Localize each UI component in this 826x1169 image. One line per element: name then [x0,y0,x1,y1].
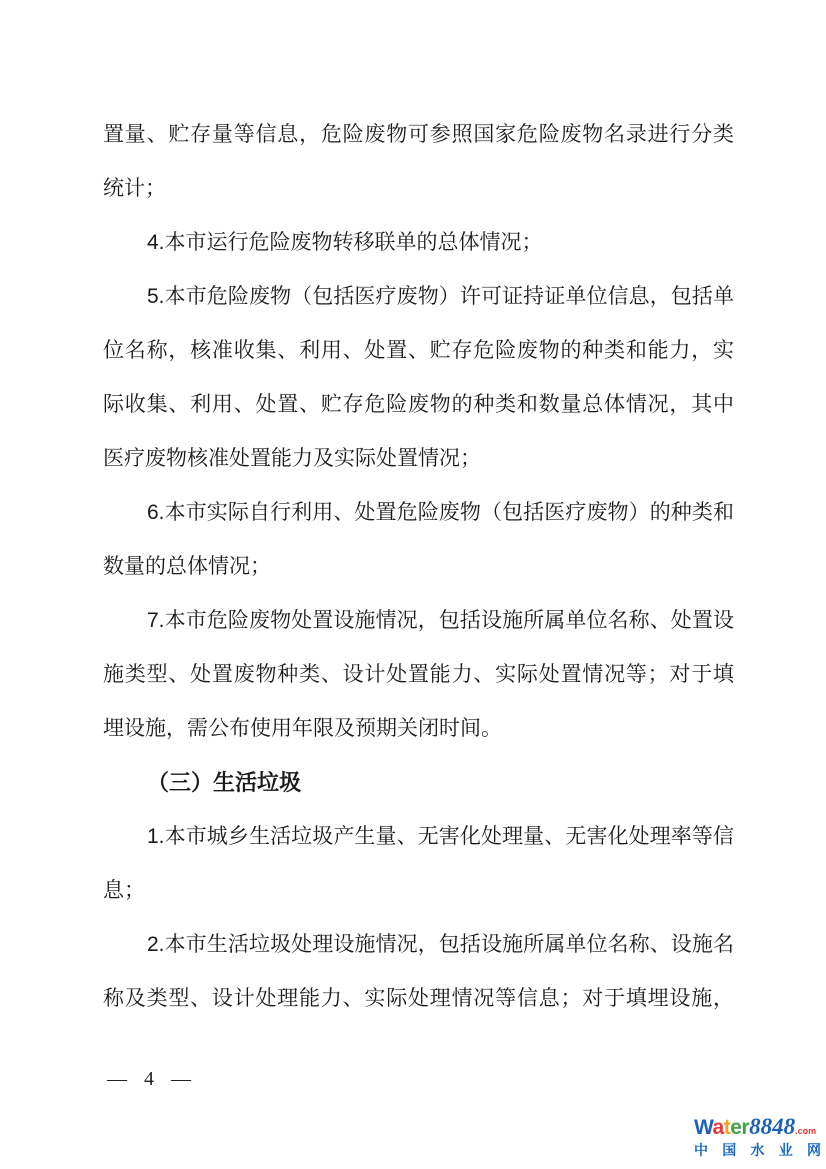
water8848-logo [694,1115,822,1157]
body-line: 6.本市实际自行利用、处置危险废物（包括医疗废物）的种类和 [147,501,734,524]
body-line: 数量的总体情况； [103,555,271,578]
brand-wordmark [694,1115,822,1139]
body-line: 统计； [103,177,166,200]
body-line: 称及类型、设计处理能力、实际处理情况等信息；对于填埋设施， [103,987,734,1010]
body-line: 施类型、处置废物种类、设计处置能力、实际处置情况等；对于填 [103,663,734,686]
body-line: 息； [103,879,145,902]
body-line: 1.本市城乡生活垃圾产生量、无害化处理量、无害化处理率等信 [147,825,734,848]
body-line: 际收集、利用、处置、贮存危险废物的种类和数量总体情况，其中 [103,393,734,416]
body-line: 4.本市运行危险废物转移联单的总体情况； [147,231,543,254]
brand-letter: a [712,1116,724,1139]
section-heading: （三）生活垃圾 [147,770,302,795]
brand-letter: t [723,1116,731,1139]
body-line: 5.本市危险废物（包括医疗废物）许可证持证单位信息，包括单 [147,285,734,308]
brand-domain-suffix: .com [795,1126,817,1136]
brand-subtitle-chinese: 中国水业网 [694,1142,821,1158]
body-line: 7.本市危险废物处置设施情况，包括设施所属单位名称、处置设 [147,609,734,632]
body-line: 埋设施，需公布使用年限及预期关闭时间。 [103,717,502,740]
page-number: — 4 — [107,1068,191,1090]
brand-number: 8848 [749,1114,796,1139]
body-line: 医疗废物核准处置能力及实际处置情况； [103,447,481,470]
brand-letter: r [741,1116,750,1139]
document-body [103,108,734,1026]
body-line: 置量、贮存量等信息，危险废物可参照国家危险废物名录进行分类 [103,123,734,146]
body-line: 位名称，核准收集、利用、处置、贮存危险废物的种类和能力，实 [103,339,734,362]
brand-letter: e [730,1116,742,1139]
body-line: 2.本市生活垃圾处理设施情况，包括设施所属单位名称、设施名 [147,933,734,956]
brand-letter: W [694,1116,713,1139]
